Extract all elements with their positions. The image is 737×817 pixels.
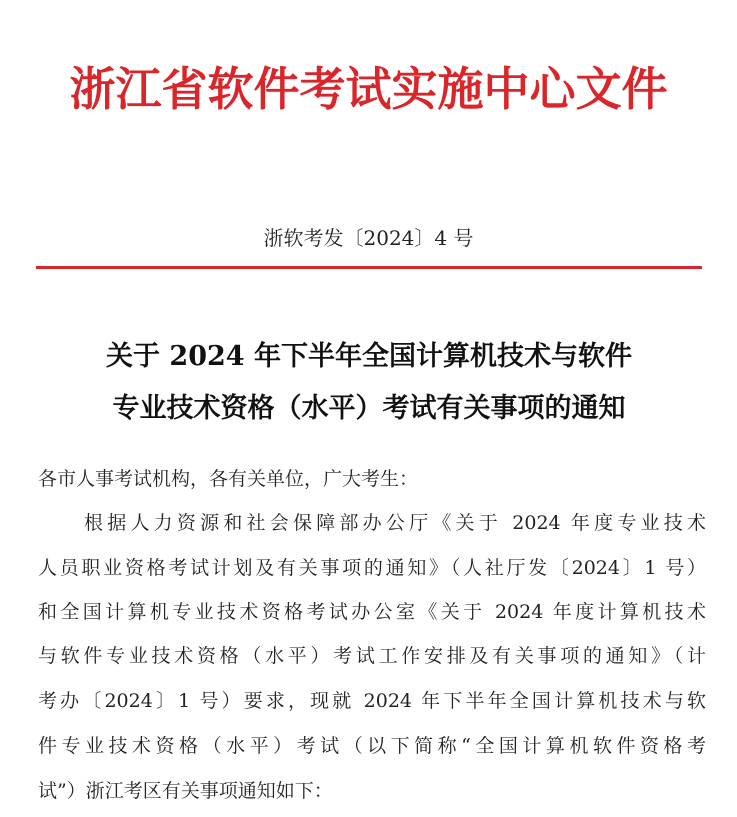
- paragraph-line: 试”）浙江考区有关事项通知如下：: [38, 780, 333, 802]
- paragraph-line: 与软件专业技术资格（水平）考试工作安排及有关事项的通知》（计: [38, 645, 706, 667]
- paragraph-line: 和全国计算机专业技术资格考试办公室《关于 2024 年度计算机技术: [38, 601, 706, 623]
- red-divider: [36, 266, 702, 269]
- paragraph-line: 考办〔2024〕1 号）要求，现就 2024 年下半年全国计算机技术与软: [38, 690, 706, 712]
- paragraph-line: 根据人力资源和社会保障部办公厅《关于 2024 年度专业技术: [84, 512, 706, 534]
- paragraph-line: 件专业技术资格（水平）考试（以下简称“全国计算机软件资格考: [38, 735, 706, 757]
- salutation: 各市人事考试机构，各有关单位，广大考生：: [38, 468, 419, 490]
- paragraph-line: 人员职业资格考试计划及有关事项的通知》（人社厅发〔2024〕1 号）: [38, 557, 706, 579]
- document-number: 浙软考发〔2024〕4 号: [263, 226, 474, 250]
- document-issuer-title: 浙江省软件考试实施中心文件: [69, 62, 668, 116]
- notice-title-line-1: 关于 2024 年下半年全国计算机技术与软件: [106, 341, 632, 372]
- notice-title-line-2: 专业技术资格（水平）考试有关事项的通知: [112, 393, 626, 424]
